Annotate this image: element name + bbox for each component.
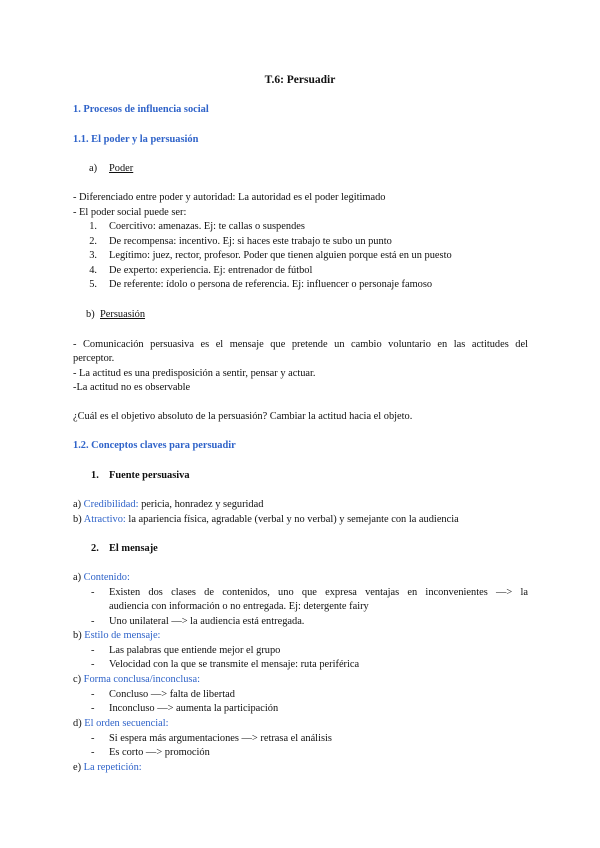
section-heading-1: 1. Procesos de influencia social bbox=[73, 104, 209, 115]
dash-bullet: - bbox=[91, 659, 95, 670]
list-number: 3. bbox=[89, 250, 97, 261]
persuasion-label: Persuasión bbox=[100, 309, 146, 320]
list-item: Coercitivo: amenazas. Ej: te callas o suspendes bbox=[109, 221, 305, 232]
item-number-2: 2. bbox=[91, 543, 99, 554]
poder-line-2: - El poder social puede ser: bbox=[73, 207, 187, 218]
page-title: T.6: Persuadir bbox=[264, 74, 336, 86]
list-marker-b: b) bbox=[86, 309, 95, 320]
mensaje-c-item-2: Inconcluso —> aumenta la participación bbox=[109, 703, 279, 714]
fuente-rest: la apariencia física, agradable (verbal y no verbal) y semejante con la audiencia bbox=[125, 514, 459, 525]
persuasion-line-2: - La actitud es una predisposición a sentir, pensar y actuar. bbox=[73, 368, 316, 379]
item-number-1: 1. bbox=[91, 470, 99, 481]
mensaje-prefix: d) bbox=[73, 718, 85, 729]
mensaje-a-item-1: Existen dos clases de contenidos, uno que expresa ventajas en inconvenientes —> la bbox=[109, 587, 528, 598]
question-line: ¿Cuál es el objetivo absoluto de la persuasión? Cambiar la actitud hacia el objeto. bbox=[73, 411, 413, 422]
list-item: De referente: ídolo o persona de referencia. Ej: influencer o personaje famoso bbox=[109, 279, 433, 290]
dash-bullet: - bbox=[91, 616, 95, 627]
fuente-line-b bbox=[73, 513, 459, 528]
list-number: 4. bbox=[89, 265, 97, 276]
fuente-heading: Fuente persuasiva bbox=[109, 470, 190, 481]
mensaje-prefix: c) bbox=[73, 674, 84, 685]
mensaje-key: La repetición: bbox=[83, 762, 142, 773]
mensaje-prefix: e) bbox=[73, 762, 84, 773]
dash-bullet: - bbox=[91, 587, 95, 598]
mensaje-b-heading bbox=[73, 629, 160, 644]
mensaje-b-item-2: Velocidad con la que se transmite el mensaje: ruta periférica bbox=[109, 659, 360, 670]
persuasion-line-3: -La actitud no es observable bbox=[73, 382, 191, 393]
subsection-heading-1-1: 1.1. El poder y la persuasión bbox=[73, 134, 199, 145]
mensaje-c-heading bbox=[73, 673, 200, 688]
list-item: De experto: experiencia. Ej: entrenador de fútbol bbox=[109, 265, 313, 276]
mensaje-d-item-1: Si espera más argumentaciones —> retrasa el análisis bbox=[109, 733, 332, 744]
list-number: 2. bbox=[89, 236, 97, 247]
fuente-prefix: a) bbox=[73, 499, 84, 510]
mensaje-key: Contenido: bbox=[83, 572, 130, 583]
list-marker-a: a) bbox=[89, 163, 98, 174]
mensaje-prefix: b) bbox=[73, 630, 85, 641]
fuente-key: Credibilidad: bbox=[83, 499, 139, 510]
persuasion-line-1b: perceptor. bbox=[73, 353, 115, 364]
mensaje-e-heading bbox=[73, 761, 142, 776]
list-number: 5. bbox=[89, 279, 97, 290]
list-item: De recompensa: incentivo. Ej: si haces este trabajo te subo un punto bbox=[109, 236, 392, 247]
mensaje-a-item-2: Uno unilateral —> la audiencia está entregada. bbox=[109, 616, 305, 627]
fuente-prefix: b) bbox=[73, 514, 84, 525]
list-number: 1. bbox=[89, 221, 97, 232]
dash-bullet: - bbox=[91, 733, 95, 744]
dash-bullet: - bbox=[91, 645, 95, 656]
mensaje-b-item-1: Las palabras que entiende mejor el grupo bbox=[109, 645, 281, 656]
mensaje-key: El orden secuencial: bbox=[84, 718, 169, 729]
mensaje-d-heading bbox=[73, 717, 169, 732]
mensaje-key: Estilo de mensaje: bbox=[84, 630, 161, 641]
mensaje-a-heading bbox=[73, 571, 130, 586]
fuente-key: Atractivo: bbox=[83, 514, 126, 525]
poder-line-1: - Diferenciado entre poder y autoridad: La autoridad es el poder legitimado bbox=[73, 192, 386, 203]
mensaje-a-item-1-cont: audiencia con información o no entregada. Ej: detergente fairy bbox=[109, 601, 369, 612]
list-item: Legítimo: juez, rector, profesor. Poder que tienen alguien porque está en un puesto bbox=[109, 250, 452, 261]
persuasion-line-1: - Comunicación persuasiva es el mensaje que pretende un cambio voluntario en las actitudes del bbox=[73, 339, 528, 350]
dash-bullet: - bbox=[91, 703, 95, 714]
mensaje-heading: El mensaje bbox=[109, 543, 158, 554]
dash-bullet: - bbox=[91, 689, 95, 700]
mensaje-c-item-1: Concluso —> falta de libertad bbox=[109, 689, 235, 700]
fuente-rest: pericia, honradez y seguridad bbox=[138, 499, 264, 510]
mensaje-key: Forma conclusa/inconclusa: bbox=[83, 674, 200, 685]
fuente-line-a bbox=[73, 498, 263, 513]
mensaje-d-item-2: Es corto —> promoción bbox=[109, 747, 210, 758]
subsection-heading-1-2: 1.2. Conceptos claves para persuadir bbox=[73, 440, 236, 451]
poder-label: Poder bbox=[109, 163, 134, 174]
dash-bullet: - bbox=[91, 747, 95, 758]
mensaje-prefix: a) bbox=[73, 572, 84, 583]
